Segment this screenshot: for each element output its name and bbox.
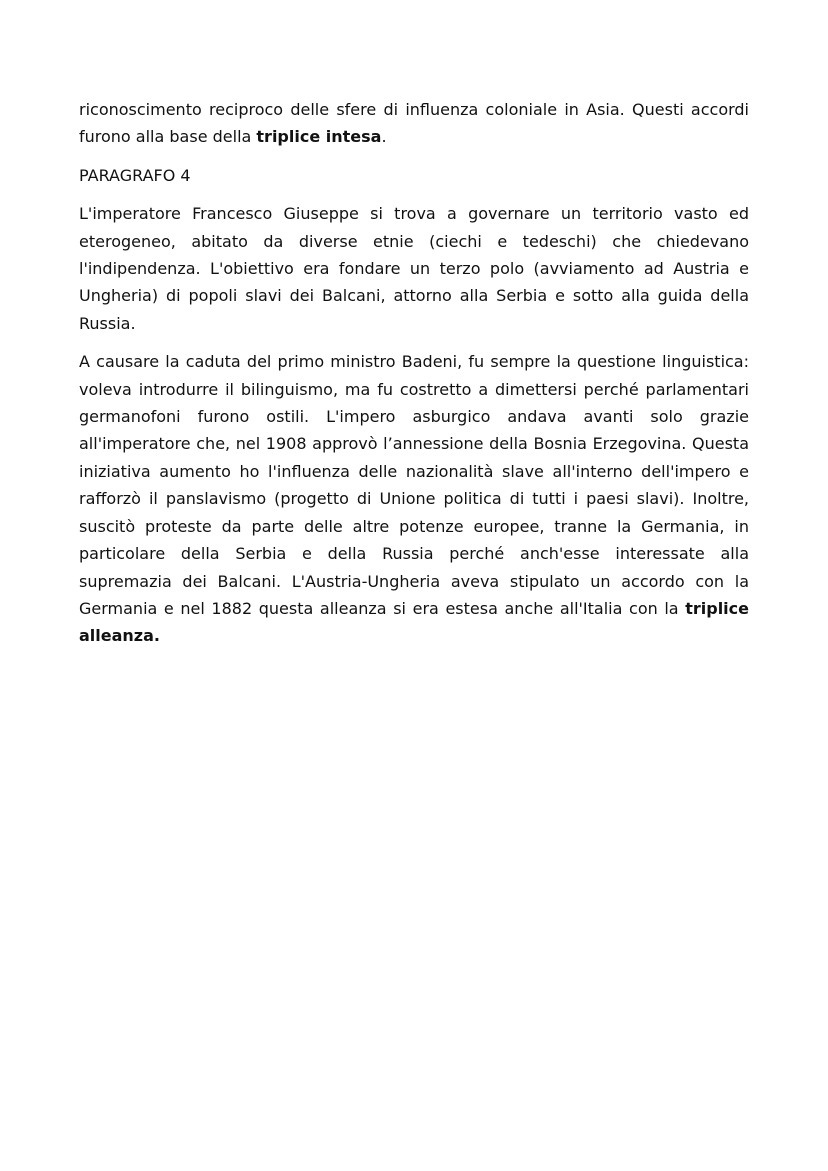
paragraph-intro-tail: . <box>381 127 387 147</box>
term-triplice-intesa: triplice intesa <box>256 127 382 147</box>
section-heading: PARAGRAFO 4 <box>79 165 191 185</box>
paragraph-badeni-text: A causare la caduta del primo ministro Badeni, fu sempre la questione linguistica: voleva introdurre il bilinguismo, ma fu costretto a dimettersi perché parlamentari germanofoni furono ostili. L'impero asburgico andava avanti solo grazie all'imperatore che, nel 1908 approvò l’annessione della Bosnia Erzegovina. Questa iniziativa aumento ho l'influenza delle nazionalità slave all'interno dell'impero e rafforzò il panslavismo (progetto di Unione politica di tutti i paesi slavi). Inoltre, suscitò proteste da parte delle altre potenze europee, tranne la Germania, in particolare della Serbia e della Russia perché anch'esse interessate alla supremazia dei Balcani. L'Austria-Ungheria aveva stipulato un accordo con la Germania e nel 1882 questa alleanza si era estesa anche all'Italia con la <box>79 352 749 618</box>
paragraph-badeni <box>79 348 749 649</box>
term-triplice-alleanza: triplice alleanza. <box>79 598 749 646</box>
paragraph-intro-text: riconoscimento reciproco delle sfere di influenza coloniale in Asia. Questi accordi furono alla base della <box>79 100 749 147</box>
paragraph-francesco-giuseppe: L'imperatore Francesco Giuseppe si trova a governare un territorio vasto ed eterogeneo, abitato da diverse etnie (ciechi e tedeschi) che chiedevano l'indipendenza. L'obiettivo era fondare un terzo polo (avviamento ad Austria e Ungheria) di popoli slavi dei Balcani, attorno alla Serbia e sotto alla guida della Russia. <box>79 204 749 333</box>
paragraph-intro <box>79 96 749 151</box>
